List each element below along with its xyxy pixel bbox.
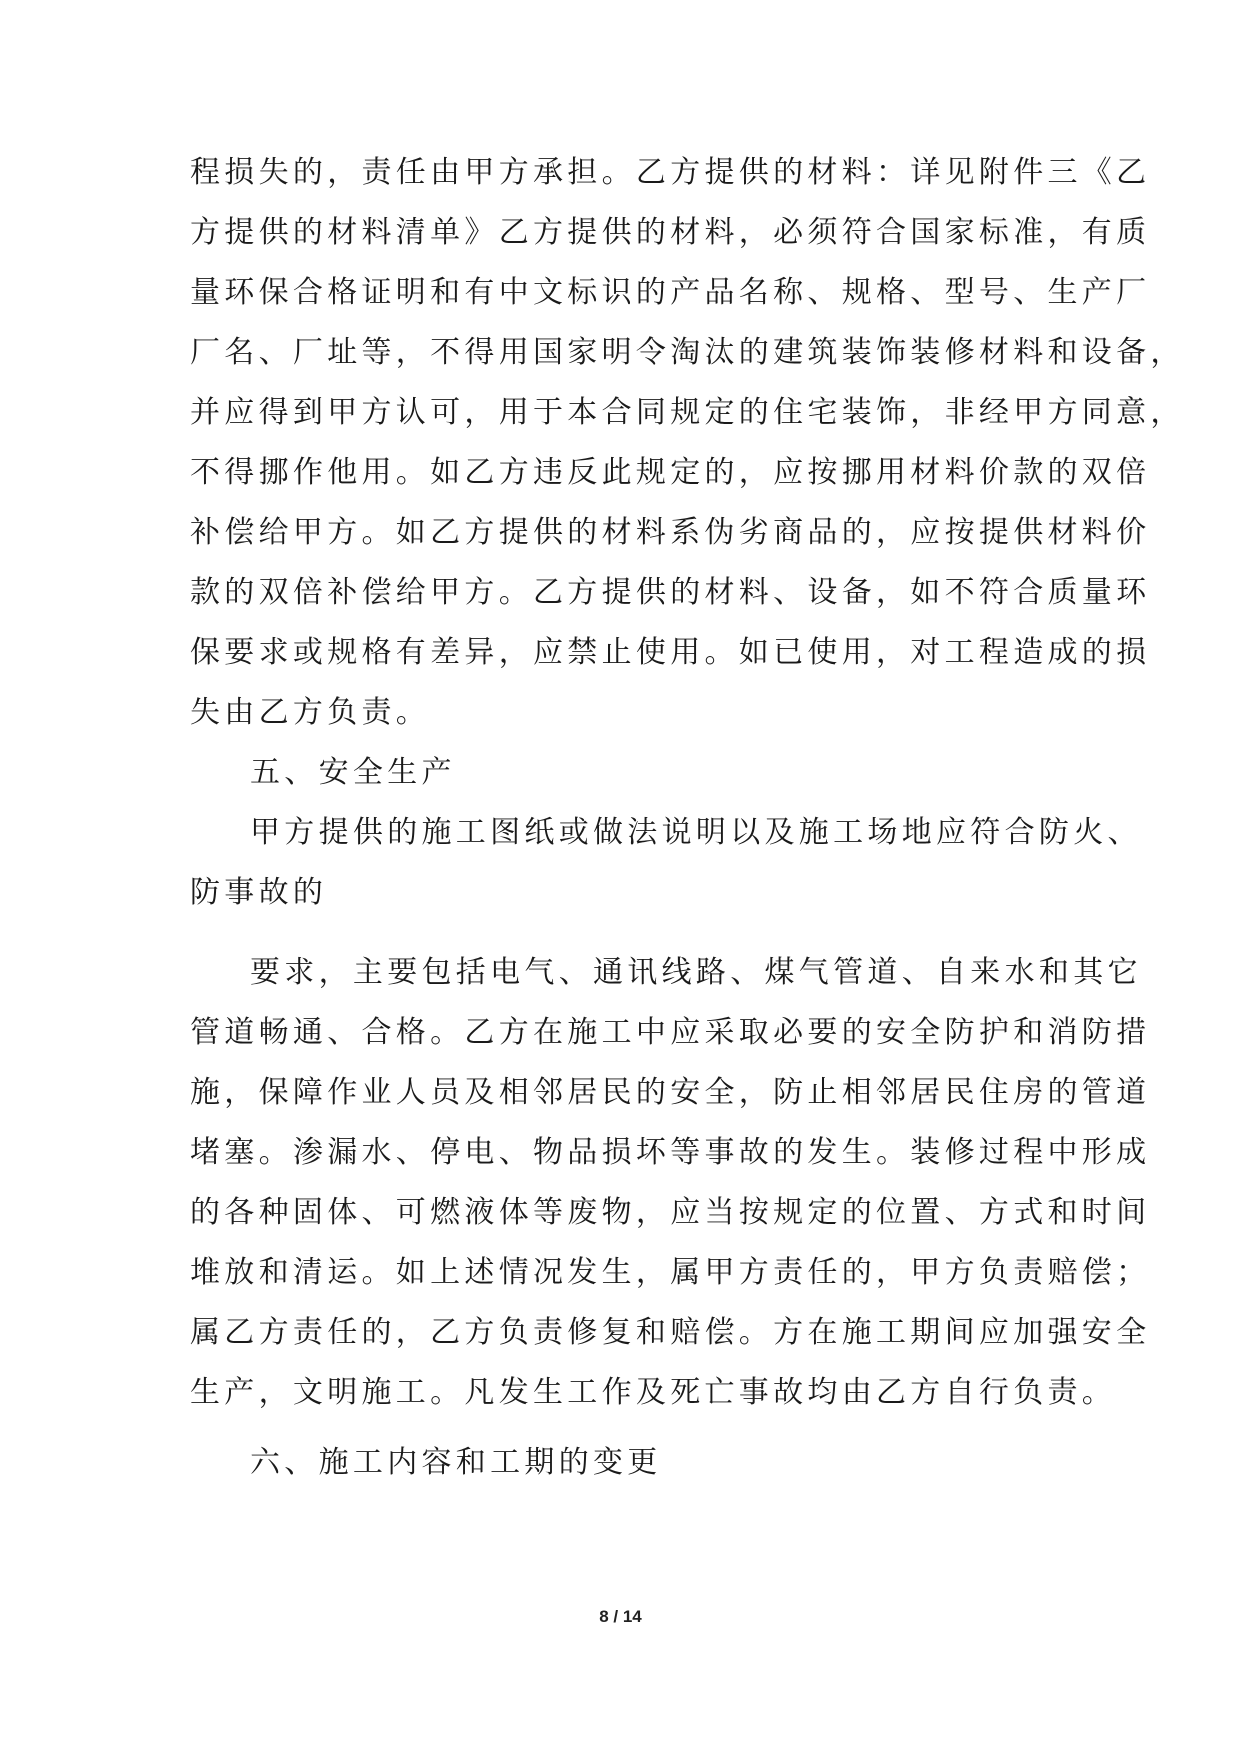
body-text-line: 并应得到甲方认可，用于本合同规定的住宅装饰，非经甲方同意，: [190, 395, 1185, 430]
body-text-line: 属乙方责任的，乙方负责修复和赔偿。方在施工期间应加强安全: [190, 1315, 1151, 1350]
body-text-line: 厂名、厂址等，不得用国家明令淘汰的建筑装饰装修材料和设备，: [190, 335, 1185, 370]
body-text-line: 程损失的，责任由甲方承担。乙方提供的材料：详见附件三《乙: [190, 155, 1151, 190]
body-text-line: 失由乙方负责。: [190, 695, 431, 730]
body-text-line: 生产，文明施工。凡发生工作及死亡事故均由乙方自行负责。: [190, 1375, 1117, 1410]
section-heading: 五、安全生产: [250, 755, 456, 790]
body-text-line: 防事故的: [190, 875, 328, 910]
body-text-line: 堆放和清运。如上述情况发生，属甲方责任的，甲方负责赔偿；: [190, 1255, 1151, 1290]
body-text-line: 堵塞。渗漏水、停电、物品损坏等事故的发生。装修过程中形成: [190, 1135, 1151, 1170]
body-text-line: 保要求或规格有差异，应禁止使用。如已使用，对工程造成的损: [190, 635, 1151, 670]
body-text-line: 要求，主要包括电气、通讯线路、煤气管道、自来水和其它: [250, 955, 1142, 990]
body-text-line: 量环保合格证明和有中文标识的产品名称、规格、型号、生产厂: [190, 275, 1151, 310]
body-text-line: 方提供的材料清单》乙方提供的材料，必须符合国家标准，有质: [190, 215, 1151, 250]
page-number: 8 / 14: [599, 1607, 642, 1626]
body-text-line: 补偿给甲方。如乙方提供的材料系伪劣商品的，应按提供材料价: [190, 515, 1151, 550]
body-text-line: 不得挪作他用。如乙方违反此规定的，应按挪用材料价款的双倍: [190, 455, 1151, 490]
body-text-line: 甲方提供的施工图纸或做法说明以及施工场地应符合防火、: [250, 815, 1142, 850]
body-text-line: 施，保障作业人员及相邻居民的安全，防止相邻居民住房的管道: [190, 1075, 1151, 1110]
body-text-line: 管道畅通、合格。乙方在施工中应采取必要的安全防护和消防措: [190, 1015, 1151, 1050]
body-text-line: 的各种固体、可燃液体等废物，应当按规定的位置、方式和时间: [190, 1195, 1151, 1230]
body-text-line: 款的双倍补偿给甲方。乙方提供的材料、设备，如不符合质量环: [190, 575, 1151, 610]
section-heading: 六、施工内容和工期的变更: [250, 1445, 662, 1480]
